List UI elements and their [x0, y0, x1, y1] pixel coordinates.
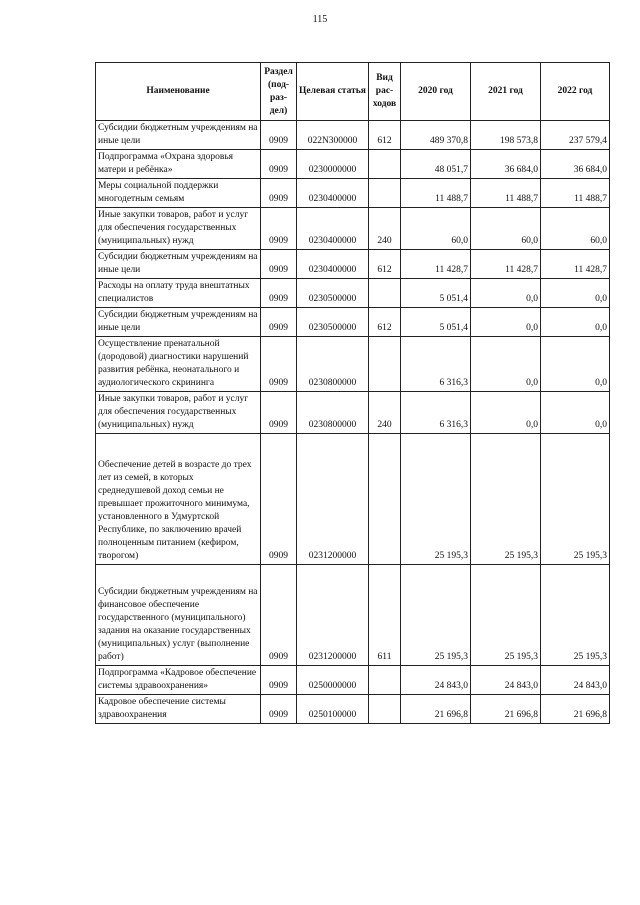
row-section: 0909: [261, 208, 297, 250]
row-2021: 25 195,3: [471, 565, 541, 666]
row-2021: 0,0: [471, 279, 541, 308]
row-2020: 11 428,7: [401, 250, 471, 279]
row-2020: 5 051,4: [401, 308, 471, 337]
row-2020: 5 051,4: [401, 279, 471, 308]
row-type: [369, 695, 401, 724]
row-2021: 198 573,8: [471, 121, 541, 150]
row-name: Осуществление пренатальной (дородовой) диагностики нарушений развития ребёнка, неонатального и аудиологического скрининга: [96, 337, 261, 392]
row-name: Обеспечение детей в возрасте до трех лет из семей, в которых среднедушевой доход семьи не превышает прожиточного минимума, установленного в Удмуртской Республике, по заключению врачей полноценным питанием (кефиром, творогом): [96, 434, 261, 565]
row-target: 0231200000: [297, 565, 369, 666]
row-2021: 0,0: [471, 308, 541, 337]
row-2020: 48 051,7: [401, 150, 471, 179]
row-2022: 11 428,7: [541, 250, 610, 279]
header-row: [96, 63, 610, 121]
row-section: 0909: [261, 392, 297, 434]
table-row: [96, 279, 610, 308]
row-type: 611: [369, 565, 401, 666]
row-type: [369, 666, 401, 695]
row-target: 0230400000: [297, 179, 369, 208]
row-name: Подпрограмма «Охрана здоровья матери и ребёнка»: [96, 150, 261, 179]
row-type: 240: [369, 208, 401, 250]
header-2022: 2022 год: [541, 63, 610, 121]
row-target: 0230500000: [297, 279, 369, 308]
row-target: 0250000000: [297, 666, 369, 695]
row-target: 0250100000: [297, 695, 369, 724]
header-section: Раздел (под-раз-дел): [261, 63, 297, 121]
row-target: 0230000000: [297, 150, 369, 179]
row-2021: 60,0: [471, 208, 541, 250]
row-2022: 237 579,4: [541, 121, 610, 150]
row-type: [369, 279, 401, 308]
row-section: 0909: [261, 695, 297, 724]
row-2022: 24 843,0: [541, 666, 610, 695]
row-type: 240: [369, 392, 401, 434]
row-2020: 21 696,8: [401, 695, 471, 724]
budget-table: [95, 62, 610, 724]
row-2020: 60,0: [401, 208, 471, 250]
row-target: 0230500000: [297, 308, 369, 337]
row-section: 0909: [261, 666, 297, 695]
row-2022: 0,0: [541, 308, 610, 337]
row-name: Меры социальной поддержки многодетным семьям: [96, 179, 261, 208]
row-name: Иные закупки товаров, работ и услуг для обеспечения государственных (муниципальных) нужд: [96, 208, 261, 250]
row-2020: 24 843,0: [401, 666, 471, 695]
header-2021: 2021 год: [471, 63, 541, 121]
row-type: 612: [369, 308, 401, 337]
row-2021: 25 195,3: [471, 434, 541, 565]
row-section: 0909: [261, 121, 297, 150]
row-2020: 11 488,7: [401, 179, 471, 208]
row-2021: 21 696,8: [471, 695, 541, 724]
row-2021: 11 428,7: [471, 250, 541, 279]
row-2022: 25 195,3: [541, 434, 610, 565]
table-row: [96, 695, 610, 724]
row-2022: 36 684,0: [541, 150, 610, 179]
row-name: Субсидии бюджетным учреждениям на финансовое обеспечение государственного (муниципального) задания на оказание государственных (муниципальных) услуг (выполнение работ): [96, 565, 261, 666]
table-row: [96, 179, 610, 208]
row-2021: 36 684,0: [471, 150, 541, 179]
row-2020: 6 316,3: [401, 337, 471, 392]
row-type: [369, 434, 401, 565]
row-section: 0909: [261, 337, 297, 392]
row-2020: 489 370,8: [401, 121, 471, 150]
row-name: Субсидии бюджетным учреждениям на иные цели: [96, 121, 261, 150]
row-name: Субсидии бюджетным учреждениям на иные цели: [96, 250, 261, 279]
row-target: 0230800000: [297, 337, 369, 392]
row-section: 0909: [261, 250, 297, 279]
row-section: 0909: [261, 179, 297, 208]
table-row: [96, 666, 610, 695]
row-target: 0230400000: [297, 250, 369, 279]
table-row: [96, 308, 610, 337]
row-type: [369, 337, 401, 392]
row-target: 022N300000: [297, 121, 369, 150]
table-row: [96, 337, 610, 392]
row-2020: 6 316,3: [401, 392, 471, 434]
row-2021: 24 843,0: [471, 666, 541, 695]
row-2022: 21 696,8: [541, 695, 610, 724]
row-name: Расходы на оплату труда внештатных специалистов: [96, 279, 261, 308]
table-row: [96, 150, 610, 179]
table-row: [96, 208, 610, 250]
row-type: 612: [369, 250, 401, 279]
row-type: [369, 150, 401, 179]
row-2022: 0,0: [541, 279, 610, 308]
row-section: 0909: [261, 279, 297, 308]
row-section: 0909: [261, 434, 297, 565]
row-2022: 0,0: [541, 337, 610, 392]
row-target: 0230800000: [297, 392, 369, 434]
header-name: Наименование: [96, 63, 261, 121]
row-2022: 25 195,3: [541, 565, 610, 666]
header-2020: 2020 год: [401, 63, 471, 121]
row-name: Субсидии бюджетным учреждениям на иные цели: [96, 308, 261, 337]
row-name: Подпрограмма «Кадровое обеспечение системы здравоохранения»: [96, 666, 261, 695]
row-2021: 11 488,7: [471, 179, 541, 208]
row-2022: 60,0: [541, 208, 610, 250]
row-section: 0909: [261, 565, 297, 666]
row-target: 0231200000: [297, 434, 369, 565]
table-row: [96, 392, 610, 434]
row-2020: 25 195,3: [401, 565, 471, 666]
row-type: 612: [369, 121, 401, 150]
table-row: [96, 250, 610, 279]
row-2021: 0,0: [471, 337, 541, 392]
row-2020: 25 195,3: [401, 434, 471, 565]
row-2021: 0,0: [471, 392, 541, 434]
row-section: 0909: [261, 150, 297, 179]
row-type: [369, 179, 401, 208]
row-2022: 0,0: [541, 392, 610, 434]
page-number: 115: [312, 14, 328, 25]
table-row: [96, 434, 610, 565]
table-row: [96, 565, 610, 666]
row-name: Иные закупки товаров, работ и услуг для обеспечения государственных (муниципальных) нужд: [96, 392, 261, 434]
row-2022: 11 488,7: [541, 179, 610, 208]
row-section: 0909: [261, 308, 297, 337]
row-name: Кадровое обеспечение системы здравоохранения: [96, 695, 261, 724]
row-target: 0230400000: [297, 208, 369, 250]
table-row: [96, 121, 610, 150]
header-type: Вид рас-ходов: [369, 63, 401, 121]
header-target: Целевая статья: [297, 63, 369, 121]
